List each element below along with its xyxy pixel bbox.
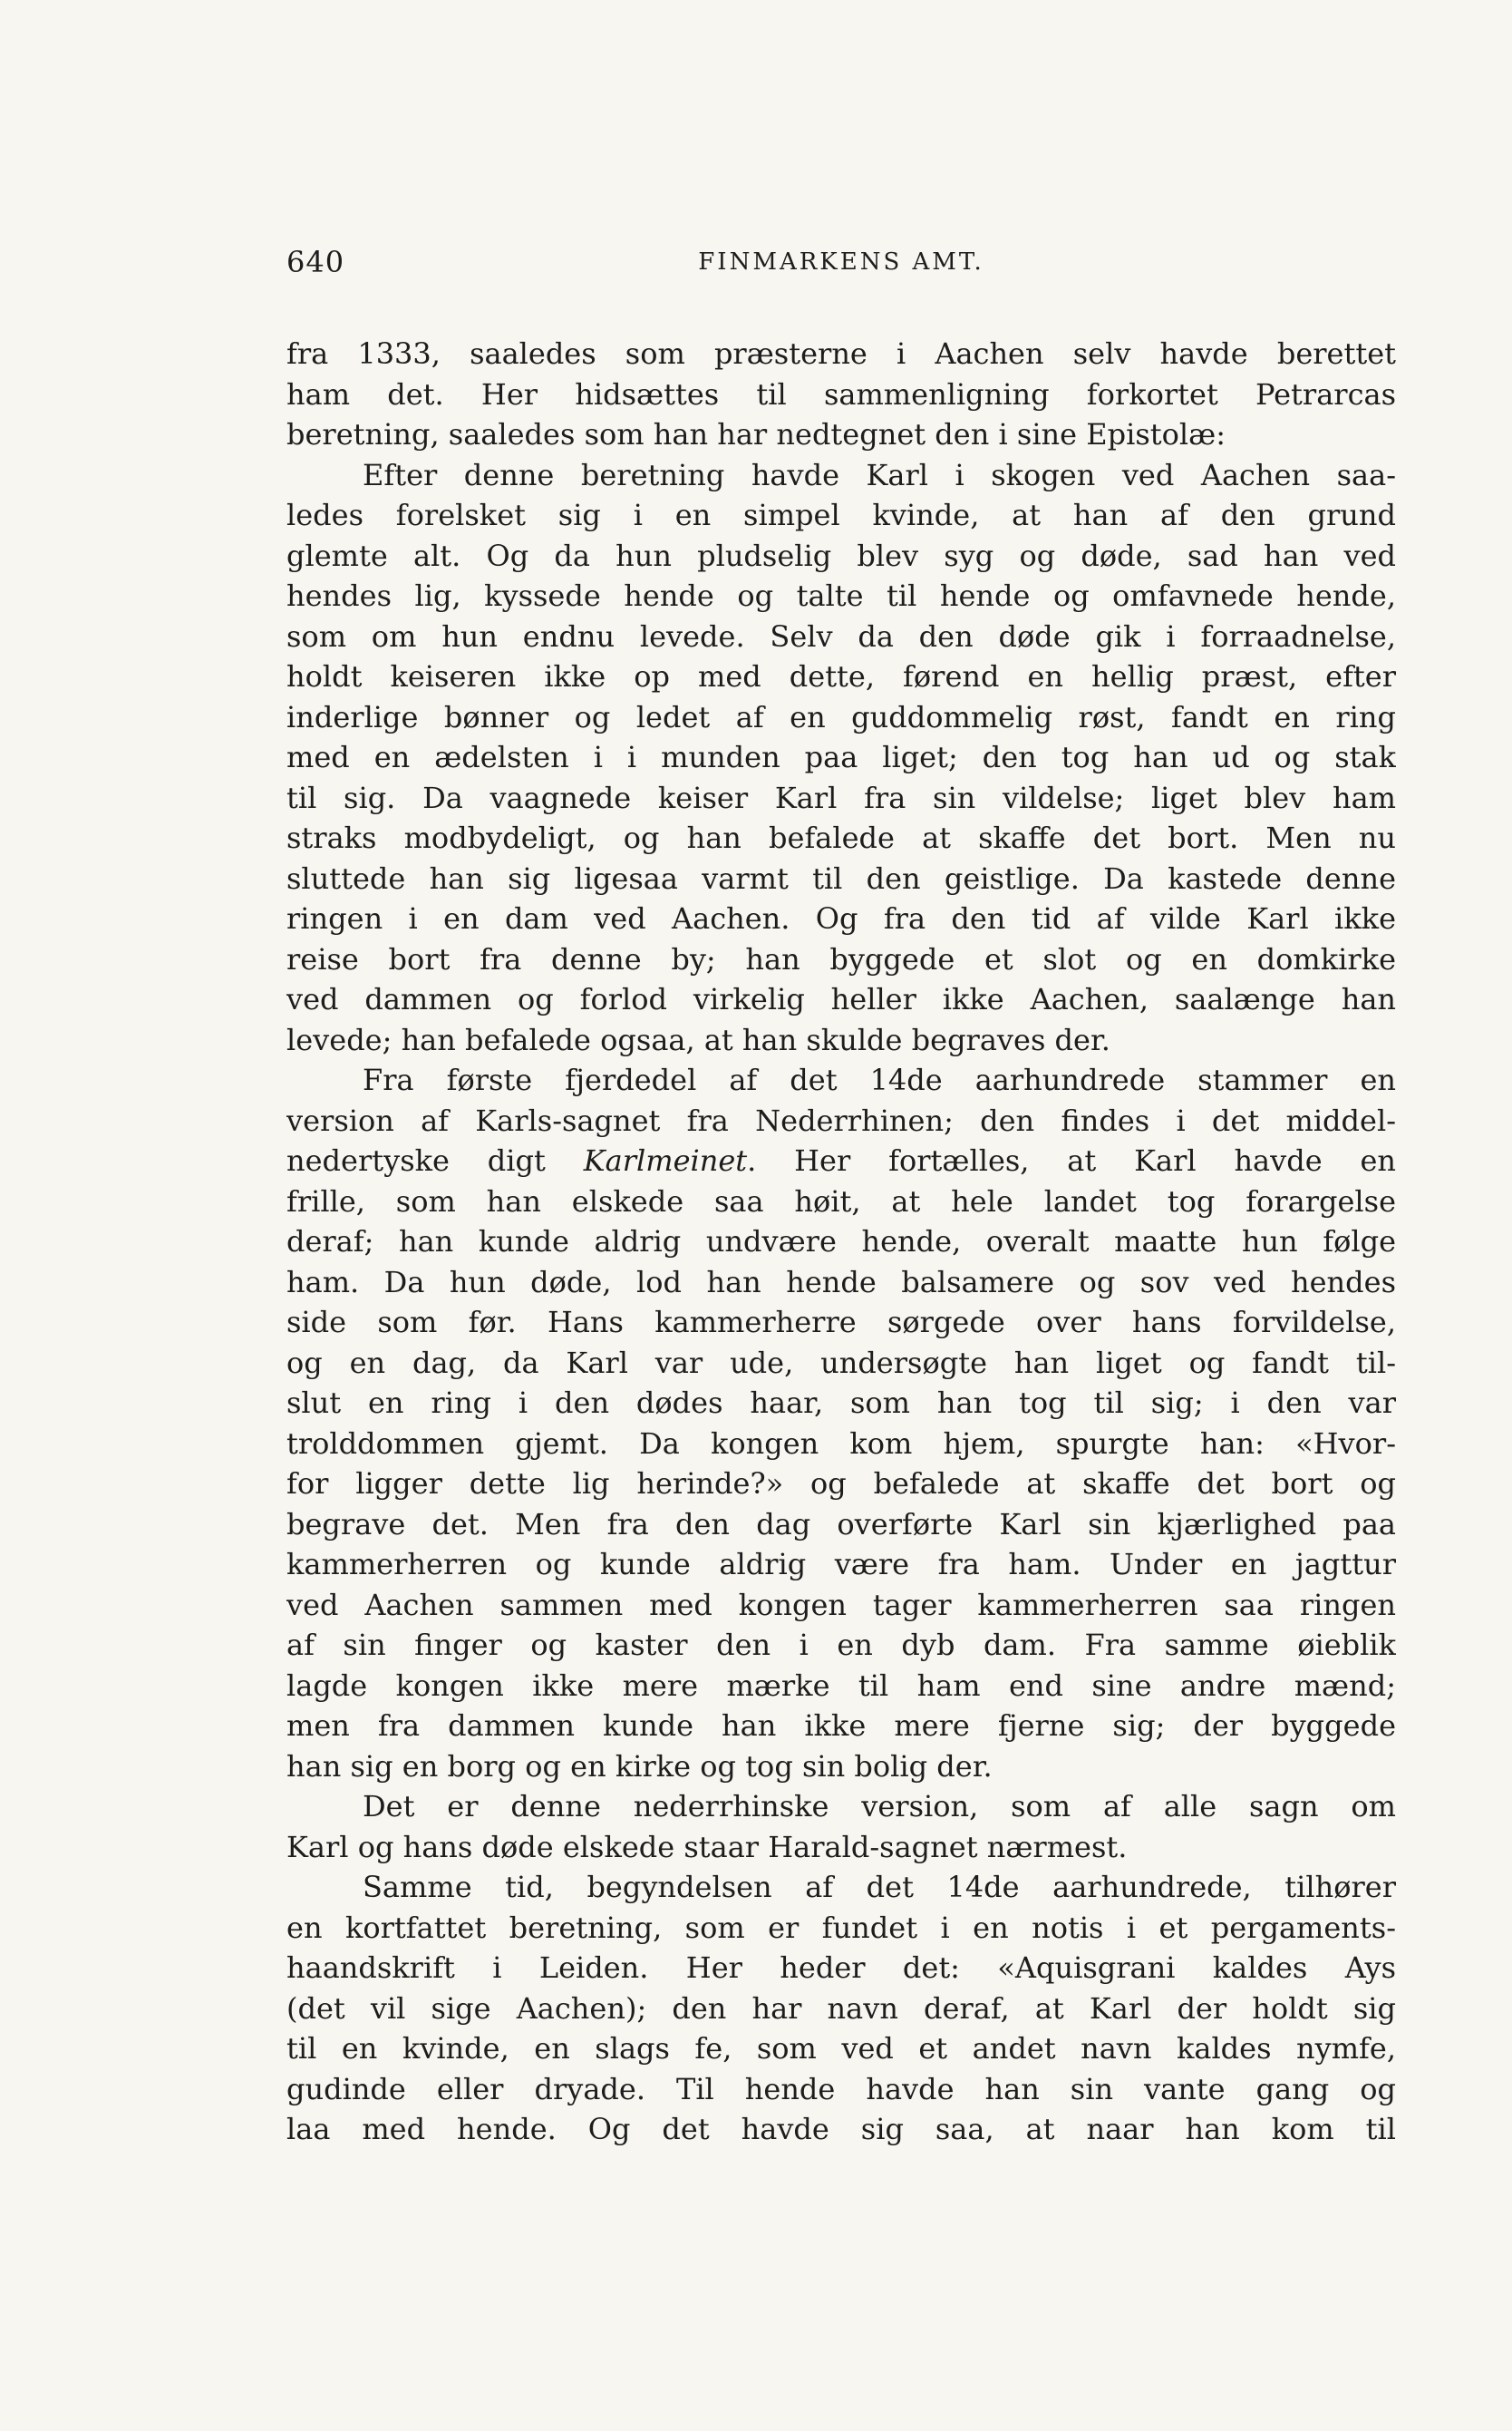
text-line: kammerherren og kunde aldrig være fra ham. Under en jagttur: [286, 1547, 1396, 1581]
text-line: fra 1333, saaledes som præsterne i Aachen selv havde berettet: [286, 336, 1396, 371]
paragraph: [286, 1060, 1396, 1786]
text-line: lagde kongen ikke mere mærke til ham end sine andre mænd;: [286, 1668, 1396, 1703]
text-line: til en kvinde, en slags fe, som ved et andet navn kaldes nymfe,: [286, 2031, 1396, 2066]
text-line: som om hun endnu levede. Selv da den døde gik i forraadnelse,: [286, 618, 1396, 654]
text-line: deraf; han kunde aldrig undvære hende, overalt maatte hun følge: [286, 1224, 1396, 1259]
page-number: 640: [286, 245, 345, 279]
text-line: straks modbydeligt, og han befalede at skaffe det bort. Men nu: [286, 821, 1396, 855]
text-line: ham. Da hun døde, lod han hende balsamere og sov ved hendes: [286, 1264, 1396, 1299]
text-line: Samme tid, begyndelsen af det 14de aarhundrede, tilhører: [363, 1870, 1396, 1904]
text-line: med en ædelsten i i munden paa liget; den tog han ud og stak: [286, 740, 1396, 774]
text-line: hendes lig, kyssede hende og talte til hende og omfavnede hende,: [286, 579, 1396, 613]
paragraph: [286, 1867, 1396, 2150]
text-line: for ligger dette lig herinde?» og befalede at skaffe det bort og: [286, 1466, 1396, 1501]
running-title: FINMARKENS AMT.: [698, 248, 984, 276]
text-run: . Her fortælles, at Karl havde en: [747, 1143, 1396, 1178]
text-line: gudinde eller dryade. Til hende havde han sin vante gang og: [286, 2071, 1396, 2106]
text-line: haandskrift i Leiden. Her heder det: «Aquisgrani kaldes Ays: [286, 1950, 1396, 1985]
text-line: ved Aachen sammen med kongen tager kammerherren saa ringen: [286, 1587, 1396, 1622]
text-line: frille, som han elskede saa høit, at hele landet tog forargelse: [286, 1183, 1396, 1219]
text-line: trolddommen gjemt. Da kongen kom hjem, spurgte han: «Hvor-: [286, 1425, 1396, 1461]
text-line: beretning, saaledes som han har nedtegnet den i sine Epistolæ:: [286, 417, 1226, 452]
text-line: men fra dammen kunde han ikke mere fjerne sig; der byggede: [286, 1708, 1396, 1743]
text-line: ved dammen og forlod virkelig heller ikke Aachen, saalænge han: [286, 982, 1396, 1016]
paragraph: [286, 334, 1396, 455]
text-line: Fra første fjerdedel af det 14de aarhundrede stammer en: [363, 1063, 1396, 1097]
text-line: ledes forelsket sig i en simpel kvinde, at han af den grund: [286, 498, 1396, 532]
text-line: ham det. Her hidsættes til sammenligning forkortet Petrarcas: [286, 376, 1396, 412]
running-head: [286, 245, 1396, 287]
text-line: Det er denne nederrhinske version, som af alle sagn om: [363, 1789, 1396, 1823]
text-line: holdt keiseren ikke op med dette, førend en hellig præst, efter: [286, 659, 1396, 694]
text-line: slut en ring i den dødes haar, som han tog til sig; i den var: [286, 1386, 1396, 1420]
text-line: han sig en borg og en kirke og tog sin bolig der.: [286, 1748, 993, 1784]
text-line: til sig. Da vaagnede keiser Karl fra sin vildelse; liget blev ham: [286, 780, 1396, 815]
paragraph: [286, 455, 1396, 1061]
text-line: version af Karls-sagnet fra Nederrhinen; den findes i det middel-: [286, 1103, 1396, 1138]
text-line: glemte alt. Og da hun pludselig blev syg og døde, sad han ved: [286, 538, 1396, 573]
text-line: Efter denne beretning havde Karl i skogen ved Aachen saa-: [363, 457, 1396, 492]
text-run: nedertyske digt: [286, 1143, 584, 1178]
text-line: levede; han befalede ogsaa, at han skulde begraves der.: [286, 1022, 1110, 1057]
book-page: [286, 245, 1396, 2150]
text-line: en kortfattet beretning, som er fundet i en notis i et pergaments-: [286, 1910, 1396, 1945]
body-text: [286, 334, 1396, 2150]
text-line: og en dag, da Karl var ude, undersøgte han liget og fandt til-: [286, 1345, 1396, 1380]
text-line: ringen i en dam ved Aachen. Og fra den tid af vilde Karl ikke: [286, 901, 1396, 936]
paragraph: [286, 1786, 1396, 1867]
text-line: sluttede han sig ligesaa varmt til den geistlige. Da kastede denne: [286, 861, 1396, 896]
text-line: af sin finger og kaster den i en dyb dam. Fra samme øieblik: [286, 1628, 1396, 1662]
text-line: [286, 1141, 1396, 1181]
text-line: inderlige bønner og ledet af en guddommelig røst, fandt en ring: [286, 699, 1396, 734]
text-line: reise bort fra denne by; han byggede et slot og en domkirke: [286, 941, 1396, 977]
text-line: begrave det. Men fra den dag overførte Karl sin kjærlighed paa: [286, 1506, 1396, 1541]
text-line: laa med hende. Og det havde sig saa, at naar han kom til: [286, 2112, 1396, 2146]
text-line: (det vil sige Aachen); den har navn deraf, at Karl der holdt sig: [286, 1990, 1396, 2026]
poem-title: Karlmeinet: [583, 1143, 748, 1178]
text-line: Karl og hans døde elskede staar Harald-sagnet nærmest.: [286, 1829, 1128, 1864]
text-line: side som før. Hans kammerherre sørgede over hans forvildelse,: [286, 1305, 1396, 1339]
